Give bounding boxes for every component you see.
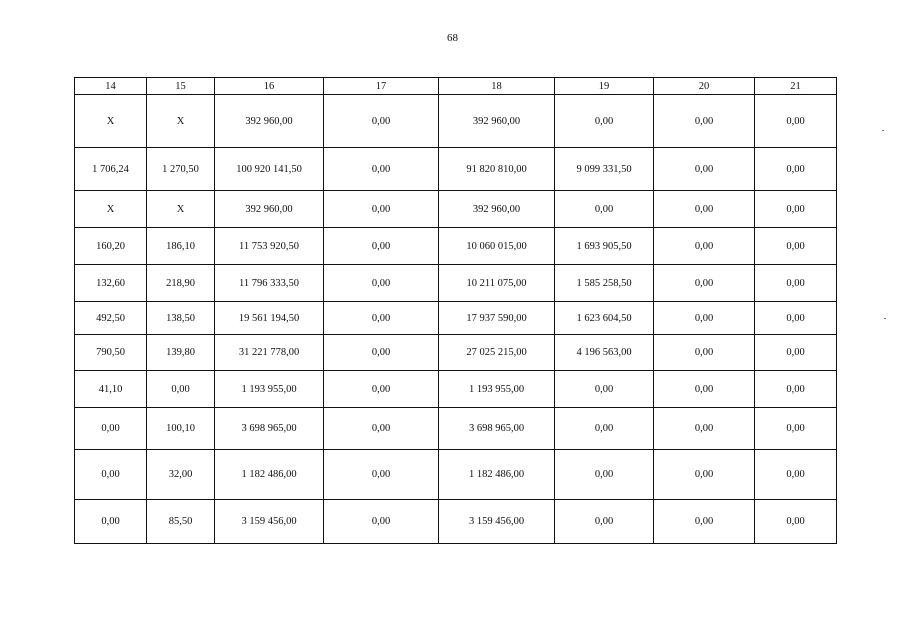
table-cell: 0,00	[755, 228, 837, 265]
column-header: 15	[147, 78, 215, 95]
table-body	[75, 95, 837, 544]
table-cell: 492,50	[75, 302, 147, 335]
table-cell: 0,00	[755, 408, 837, 450]
table-cell: 85,50	[147, 500, 215, 544]
table-cell: 132,60	[75, 265, 147, 302]
table-cell: 0,00	[324, 335, 439, 371]
table-cell: 0,00	[147, 371, 215, 408]
table-cell: 186,10	[147, 228, 215, 265]
table-row	[75, 228, 837, 265]
table-cell: 0,00	[654, 450, 755, 500]
table-cell: 0,00	[654, 408, 755, 450]
table-row	[75, 302, 837, 335]
column-header: 19	[555, 78, 654, 95]
table-cell: 392 960,00	[439, 95, 555, 148]
table-cell: 0,00	[654, 500, 755, 544]
table-cell: 32,00	[147, 450, 215, 500]
table-cell: 0,00	[755, 335, 837, 371]
table-cell: 1 193 955,00	[215, 371, 324, 408]
table-cell: 10 060 015,00	[439, 228, 555, 265]
column-header: 16	[215, 78, 324, 95]
table-row	[75, 335, 837, 371]
table-cell: 100,10	[147, 408, 215, 450]
table-cell: 10 211 075,00	[439, 265, 555, 302]
table-cell: 0,00	[654, 228, 755, 265]
table-cell: 0,00	[75, 408, 147, 450]
table-cell: 11 796 333,50	[215, 265, 324, 302]
table-row	[75, 265, 837, 302]
table-cell: 91 820 810,00	[439, 148, 555, 191]
table-cell: 11 753 920,50	[215, 228, 324, 265]
table-cell: 790,50	[75, 335, 147, 371]
header-row	[75, 78, 837, 95]
table-cell: 0,00	[75, 450, 147, 500]
table-cell: 0,00	[755, 95, 837, 148]
table-cell: 0,00	[755, 191, 837, 228]
table-cell: 0,00	[555, 408, 654, 450]
table-cell: 3 698 965,00	[439, 408, 555, 450]
table-cell: 138,50	[147, 302, 215, 335]
table-cell: 0,00	[654, 148, 755, 191]
scan-speck	[882, 130, 884, 131]
table-cell: 1 623 604,50	[555, 302, 654, 335]
table-cell: 0,00	[324, 191, 439, 228]
table-cell: 0,00	[324, 371, 439, 408]
table-cell: 27 025 215,00	[439, 335, 555, 371]
table-cell: 0,00	[755, 265, 837, 302]
table-cell: 1 693 905,50	[555, 228, 654, 265]
table-cell: 1 193 955,00	[439, 371, 555, 408]
table-cell: 0,00	[324, 265, 439, 302]
table-cell: 0,00	[755, 148, 837, 191]
table-cell: 0,00	[755, 450, 837, 500]
table-cell: 0,00	[654, 302, 755, 335]
table-cell: 1 585 258,50	[555, 265, 654, 302]
table-cell: 392 960,00	[215, 95, 324, 148]
table-cell: 0,00	[755, 302, 837, 335]
table-cell: 0,00	[755, 500, 837, 544]
table-row	[75, 371, 837, 408]
table-cell: 0,00	[324, 302, 439, 335]
table-cell: 0,00	[555, 371, 654, 408]
table-cell: 19 561 194,50	[215, 302, 324, 335]
table-cell: 100 920 141,50	[215, 148, 324, 191]
table-cell: 0,00	[555, 95, 654, 148]
table-cell: 1 706,24	[75, 148, 147, 191]
scan-speck	[884, 318, 886, 319]
table-cell: 3 698 965,00	[215, 408, 324, 450]
table-cell: 9 099 331,50	[555, 148, 654, 191]
table-cell: 160,20	[75, 228, 147, 265]
column-header: 20	[654, 78, 755, 95]
table-cell: 17 937 590,00	[439, 302, 555, 335]
table-cell: 0,00	[654, 265, 755, 302]
table-cell: 0,00	[654, 191, 755, 228]
table-cell: 0,00	[755, 371, 837, 408]
table-cell: 0,00	[324, 148, 439, 191]
table-cell: 4 196 563,00	[555, 335, 654, 371]
table-row	[75, 95, 837, 148]
column-header: 18	[439, 78, 555, 95]
table-cell: 0,00	[654, 335, 755, 371]
table-cell: X	[147, 95, 215, 148]
table-cell: 139,80	[147, 335, 215, 371]
table-cell: 0,00	[654, 95, 755, 148]
table-cell: 1 182 486,00	[215, 450, 324, 500]
table-cell: 0,00	[555, 450, 654, 500]
table-cell: 1 182 486,00	[439, 450, 555, 500]
table-row	[75, 450, 837, 500]
table-cell: 3 159 456,00	[215, 500, 324, 544]
table-cell: X	[75, 95, 147, 148]
table-cell: 3 159 456,00	[439, 500, 555, 544]
table-cell: 392 960,00	[439, 191, 555, 228]
table-cell: X	[75, 191, 147, 228]
table-row	[75, 408, 837, 450]
column-header: 17	[324, 78, 439, 95]
table-row	[75, 500, 837, 544]
table-cell: 0,00	[654, 371, 755, 408]
table-cell: 0,00	[324, 408, 439, 450]
table-row	[75, 148, 837, 191]
table-cell: 0,00	[75, 500, 147, 544]
data-table	[74, 77, 837, 544]
page-number: 68	[447, 32, 458, 44]
table-cell: 392 960,00	[215, 191, 324, 228]
table-cell: 41,10	[75, 371, 147, 408]
table-cell: 0,00	[324, 95, 439, 148]
table-cell: 1 270,50	[147, 148, 215, 191]
table-cell: X	[147, 191, 215, 228]
table-cell: 0,00	[324, 500, 439, 544]
table-cell: 0,00	[555, 191, 654, 228]
table-row	[75, 191, 837, 228]
table-cell: 218,90	[147, 265, 215, 302]
table-cell: 0,00	[324, 228, 439, 265]
column-header: 21	[755, 78, 837, 95]
column-header: 14	[75, 78, 147, 95]
table-cell: 0,00	[324, 450, 439, 500]
table-cell: 0,00	[555, 500, 654, 544]
table-cell: 31 221 778,00	[215, 335, 324, 371]
